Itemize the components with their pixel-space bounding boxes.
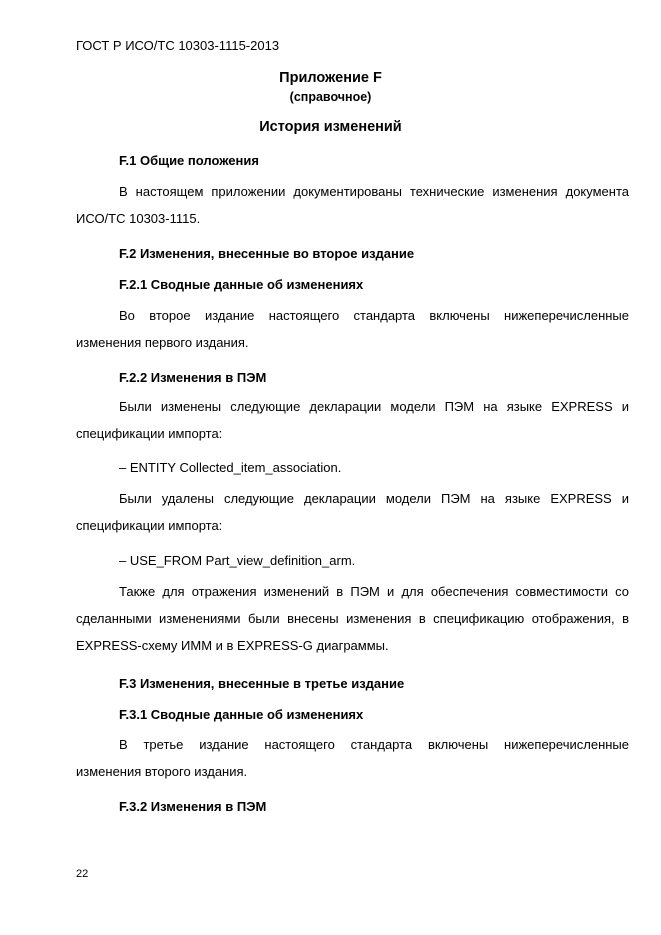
appendix-title: Приложение F [279,70,382,86]
list-item: – USE_FROM Part_view_definition_arm. [119,553,356,568]
section-f2-title: F.2 Изменения, внесенные во второе издание [119,246,415,261]
section-f22-paragraph-2 [76,491,629,533]
document-code-header: ГОСТ Р ИСО/ТС 10303-1115-2013 [76,38,280,53]
section-f31-paragraph [76,737,629,779]
appendix-subtitle: (справочное) [289,90,372,104]
appendix-heading: История изменений [259,119,402,135]
section-f3-title: F.3 Изменения, внесенные в третье издание [119,676,405,691]
list-item: – ENTITY Collected_item_association. [119,460,342,475]
paragraph-line: В третье издание настоящего стандарта включены нижеперечисленные [119,737,629,752]
section-f22-title: F.2.2 Изменения в ПЭМ [119,370,267,385]
paragraph-line: EXPRESS-схему ИММ и в EXPRESS-G диаграммы. [76,638,389,653]
paragraph-line: В настоящем приложении документированы технические изменения документа [119,184,629,199]
paragraph-line: спецификации импорта: [76,518,223,533]
paragraph-line: Были изменены следующие декларации модели ПЭМ на языке EXPRESS и [119,399,629,414]
section-f31-title: F.3.1 Сводные данные об изменениях [119,707,364,722]
paragraph-line: сделанными изменениями были внесены изменения в спецификацию отображения, в [76,611,629,626]
section-f32-title: F.3.2 Изменения в ПЭМ [119,799,267,814]
section-f1-title: F.1 Общие положения [119,153,259,168]
section-f21-title: F.2.1 Сводные данные об изменениях [119,277,364,292]
paragraph-line: Были удалены следующие декларации модели ПЭМ на языке EXPRESS и [119,491,629,506]
paragraph-line: спецификации импорта: [76,426,223,441]
paragraph-line: ИСО/ТС 10303-1115. [76,211,201,226]
section-f1-paragraph [76,184,629,226]
section-f21-paragraph [76,308,629,350]
section-f22-paragraph-1 [76,399,629,441]
section-f22-paragraph-3 [76,584,629,653]
paragraph-line: Также для отражения изменений в ПЭМ и для обеспечения совместимости со [119,584,629,599]
page-number: 22 [76,868,89,880]
paragraph-line: Во второе издание настоящего стандарта включены нижеперечисленные [119,308,629,323]
paragraph-line: изменения первого издания. [76,335,249,350]
paragraph-line: изменения второго издания. [76,764,248,779]
